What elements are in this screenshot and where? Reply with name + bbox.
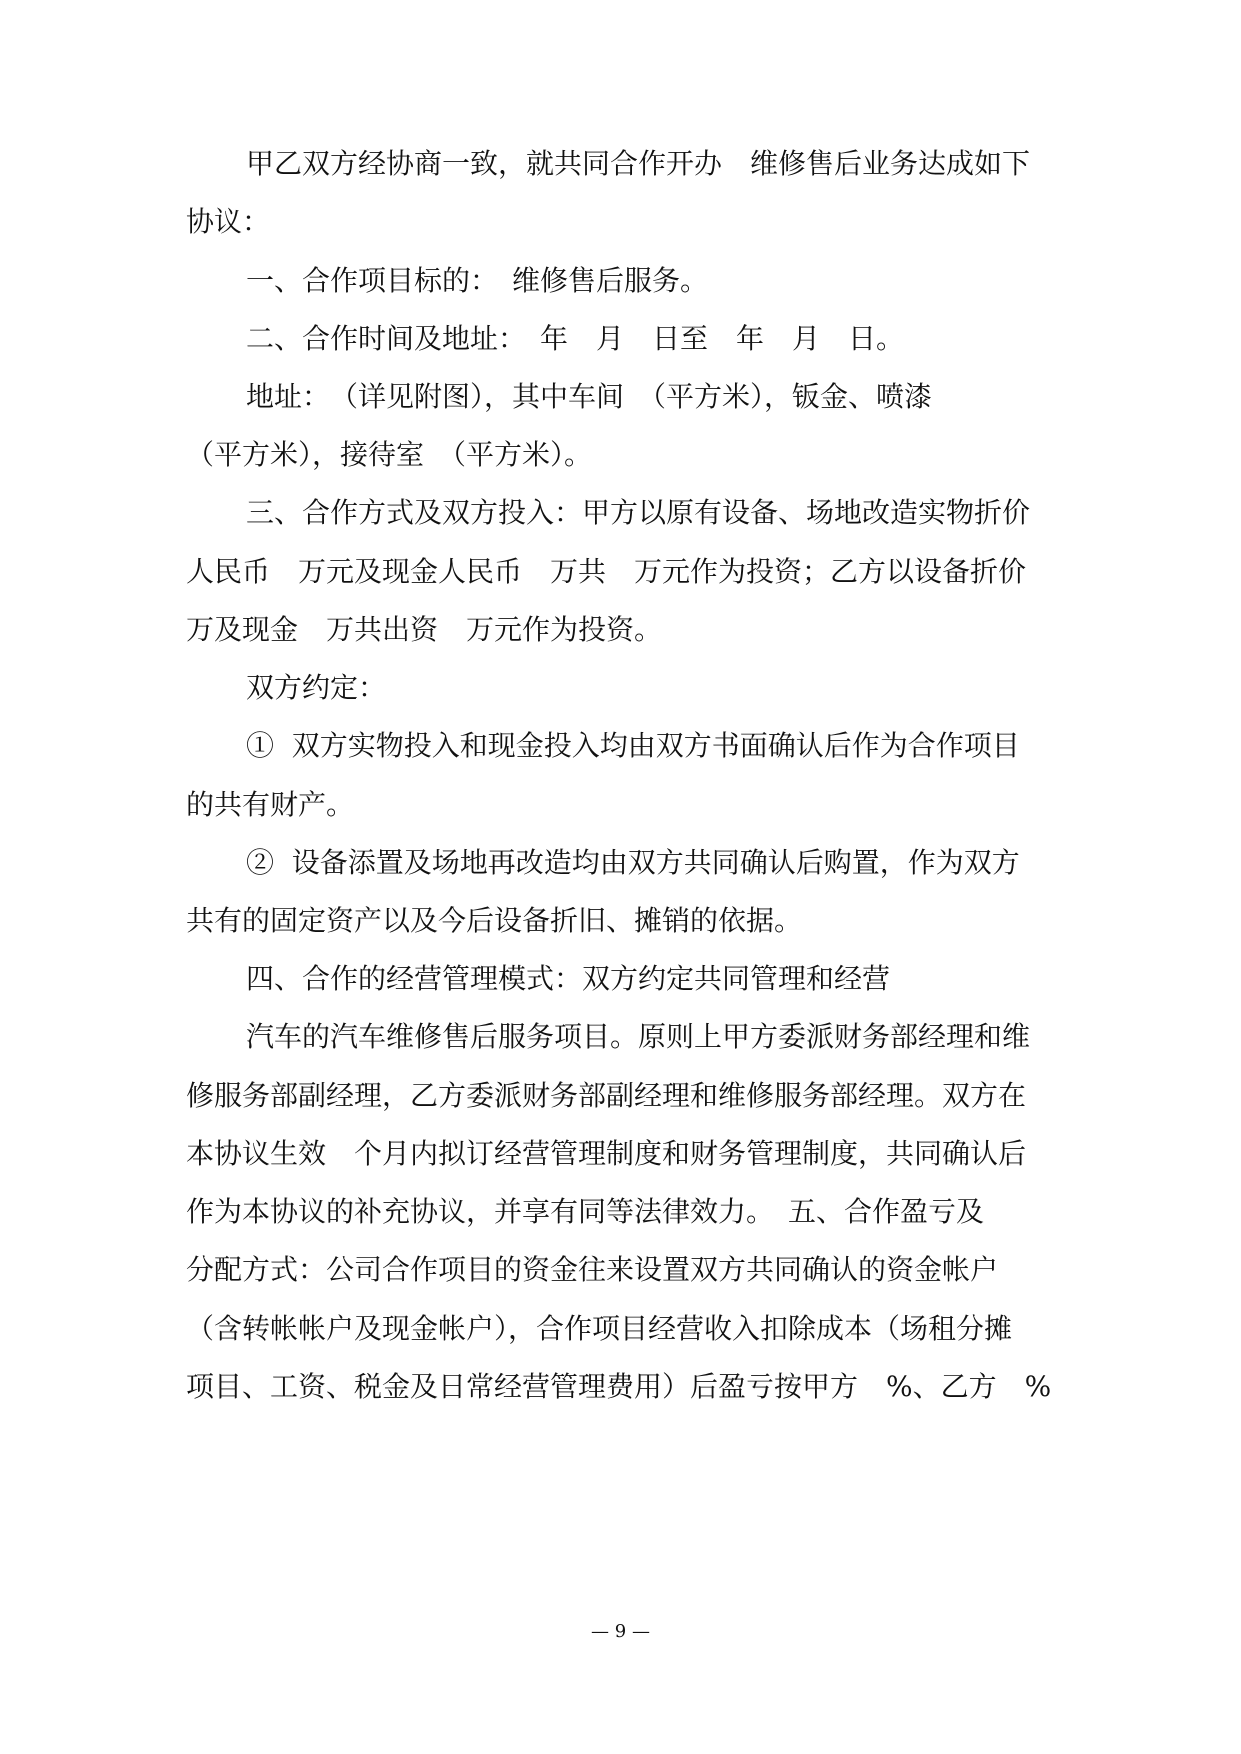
text-line: 一、合作项目标的： 维修售后服务。 [246, 264, 709, 297]
text-line: 双方约定： [246, 671, 387, 704]
page-number: — 9 — [591, 1621, 650, 1642]
text-line: （含转帐帐户及现金帐户），合作项目经营收入扣除成本（场租分摊 [186, 1312, 1013, 1345]
text-line: 三、合作方式及双方投入：甲方以原有设备、场地改造实物折价 [246, 496, 1031, 529]
text-line: 甲乙双方经协商一致，就共同合作开办 维修售后业务达成如下 [246, 147, 1031, 180]
text-line: 修服务部副经理，乙方委派财务部副经理和维修服务部经理。双方在 [186, 1079, 1027, 1112]
text-line: 的共有财产。 [186, 788, 355, 821]
text-line: 汽车的汽车维修售后服务项目。原则上甲方委派财务部经理和维 [246, 1020, 1031, 1053]
text-line: ② 设备添置及场地再改造均由双方共同确认后购置，作为双方 [246, 846, 1020, 879]
text-line: 万及现金 万共出资 万元作为投资。 [186, 613, 663, 646]
text-line: 协议： [186, 205, 271, 238]
text-line: 人民币 万元及现金人民币 万共 万元作为投资；乙方以设备折价 [186, 555, 1027, 588]
text-line: 分配方式：公司合作项目的资金往来设置双方共同确认的资金帐户 [186, 1253, 999, 1286]
text-line: 二、合作时间及地址： 年 月 日至 年 月 日。 [246, 322, 905, 355]
text-line: 项目、工资、税金及日常经营管理费用）后盈亏按甲方 %、乙方 % [186, 1370, 1052, 1403]
text-line: 四、合作的经营管理模式：双方约定共同管理和经营 [246, 962, 891, 995]
text-line: ① 双方实物投入和现金投入均由双方书面确认后作为合作项目 [246, 729, 1020, 762]
text-line: （平方米），接待室 （平方米）。 [186, 438, 593, 471]
text-line: 本协议生效 个月内拟订经营管理制度和财务管理制度，共同确认后 [186, 1137, 1027, 1170]
text-line: 共有的固定资产以及今后设备折旧、摊销的依据。 [186, 904, 803, 937]
text-line: 地址： （详见附图），其中车间 （平方米），钣金、喷漆 [246, 380, 933, 413]
text-line: 作为本协议的补充协议，并享有同等法律效力。 五、合作盈亏及 [186, 1195, 985, 1228]
